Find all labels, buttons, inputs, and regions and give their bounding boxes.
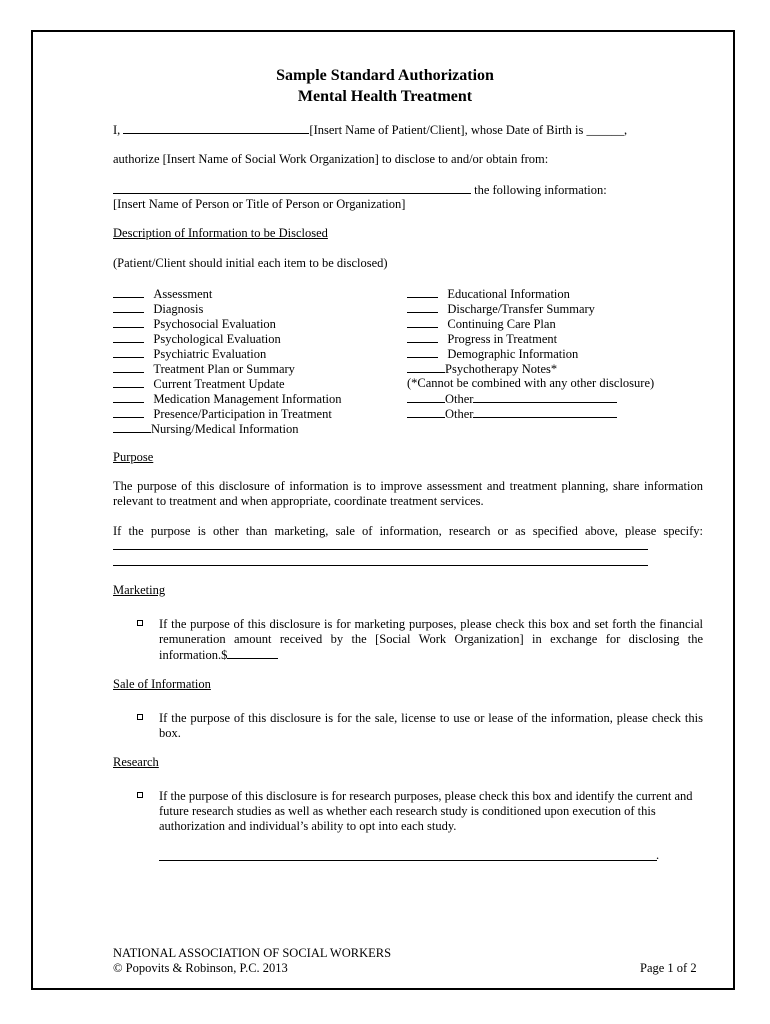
item-psychotherapy-notes[interactable] [407,361,557,377]
item-label: Current Treatment Update [153,377,285,391]
research-line-period: . [656,848,660,862]
patient-name-hint: [Insert Name of Patient/Client], whose Date of Birth is ______, [309,123,628,137]
marketing-text-body: If the purpose of this disclosure is for marketing purposes, please check this box and set forth the financial remuneration amount received by the [Social Work Organization] in exchange for disclosing the information.$ [159,617,703,662]
document-subtitle: Mental Health Treatment [297,88,473,105]
item-nursing-medical[interactable] [113,421,299,437]
purpose-other-text: If the purpose is other than marketing, sale of information, research or as specified above, please specify: [113,524,703,538]
document-title: Sample Standard Authorization [276,67,494,84]
sale-text: If the purpose of this disclosure is for the sale, license to use or lease of the information, please check this box. [159,711,703,740]
initial-blank[interactable] [113,316,144,328]
initial-blank[interactable] [407,316,438,328]
initial-blank[interactable] [407,346,438,358]
remuneration-field[interactable] [227,647,278,659]
item-diagnosis[interactable] [113,301,203,317]
item-continuing-care-plan[interactable] [407,316,556,332]
item-progress-in-treatment[interactable] [407,331,557,347]
research-text: If the purpose of this disclosure is for research purposes, please check this box and identify the current and future research studies as well as whether each research study is conditioned upon execution of this authorization and individual’s ability to opt into each study. [159,789,693,833]
initial-blank[interactable] [407,301,438,313]
marketing-checkbox[interactable] [137,620,143,626]
marketing-heading: Marketing [113,583,166,597]
purpose-text: The purpose of this disclosure of information is to improve assessment and treatment planning, share information relevant to treatment and when appropriate, coordinate treatment services. [113,479,703,508]
item-label: Demographic Information [447,347,579,361]
i-label: I, [113,123,121,137]
purpose-heading: Purpose [113,450,154,464]
item-label: Discharge/Transfer Summary [447,302,595,316]
description-heading: Description of Information to be Disclosed [113,226,328,240]
item-label: Assessment [153,287,213,301]
initial-blank[interactable] [113,286,144,298]
authorize-line: authorize [Insert Name of Social Work Organization] to disclose to and/or obtain from: [113,152,549,166]
initial-blank[interactable] [113,301,144,313]
item-label: Progress in Treatment [447,332,558,346]
item-label: Presence/Participation in Treatment [153,407,332,421]
item-label: Psychological Evaluation [153,332,281,346]
research-studies-line[interactable] [159,860,657,861]
initial-blank[interactable] [113,331,144,343]
page-number: Page 1 of 2 [640,961,697,975]
initial-blank[interactable] [113,376,144,388]
research-heading: Research [113,755,159,769]
psychotherapy-footnote: (*Cannot be combined with any other disclosure) [407,376,655,390]
item-current-treatment-update[interactable] [113,376,285,392]
item-other-1[interactable] [407,391,617,407]
page-border [31,30,735,990]
item-label: Educational Information [447,287,570,301]
item-demographic-information[interactable] [407,346,578,362]
other-field[interactable] [473,391,617,403]
recipient-field[interactable] [113,182,471,194]
recipient-label: [Insert Name of Person or Title of Person or Organization] [113,197,406,211]
initial-blank[interactable] [113,406,144,418]
patient-name-line [113,122,627,138]
item-psychiatric-evaluation[interactable] [113,346,266,362]
item-label: Medication Management Information [153,392,342,406]
item-label: Other [445,392,474,406]
purpose-specify-line-2[interactable] [113,565,648,566]
item-label: Other [445,407,474,421]
item-assessment[interactable] [113,286,212,302]
item-label: Diagnosis [153,302,204,316]
item-presence-participation[interactable] [113,406,332,422]
initial-blank[interactable] [407,331,438,343]
initial-blank[interactable] [113,391,144,403]
other-field[interactable] [473,406,617,418]
initial-blank[interactable] [113,346,144,358]
item-discharge-summary[interactable] [407,301,595,317]
item-medication-management[interactable] [113,391,342,407]
item-educational-information[interactable] [407,286,570,302]
item-label: Psychiatric Evaluation [153,347,267,361]
initial-blank[interactable] [407,406,445,418]
item-label: Treatment Plan or Summary [153,362,295,376]
footer-org: NATIONAL ASSOCIATION OF SOCIAL WORKERS [113,946,392,960]
item-label: Psychosocial Evaluation [153,317,276,331]
initial-blank[interactable] [113,421,151,433]
item-label: Psychotherapy Notes* [445,362,558,376]
item-psychosocial-evaluation[interactable] [113,316,276,332]
research-checkbox[interactable] [137,792,143,798]
initial-blank[interactable] [407,361,445,373]
recipient-line [113,182,607,198]
sale-checkbox[interactable] [137,714,143,720]
sale-heading: Sale of Information [113,677,211,691]
initial-instruction: (Patient/Client should initial each item to be disclosed) [113,256,388,270]
item-label: Continuing Care Plan [447,317,556,331]
item-label: Nursing/Medical Information [151,422,299,436]
following-info-text: the following information: [474,183,607,197]
patient-name-field[interactable] [123,122,309,134]
item-psychological-evaluation[interactable] [113,331,281,347]
initial-blank[interactable] [407,391,445,403]
initial-blank[interactable] [113,361,144,373]
item-other-2[interactable] [407,406,617,422]
item-treatment-plan[interactable] [113,361,295,377]
initial-blank[interactable] [407,286,438,298]
footer-copyright: © Popovits & Robinson, P.C. 2013 [113,961,288,975]
marketing-text [159,617,703,663]
purpose-specify-line-1[interactable] [113,549,648,550]
